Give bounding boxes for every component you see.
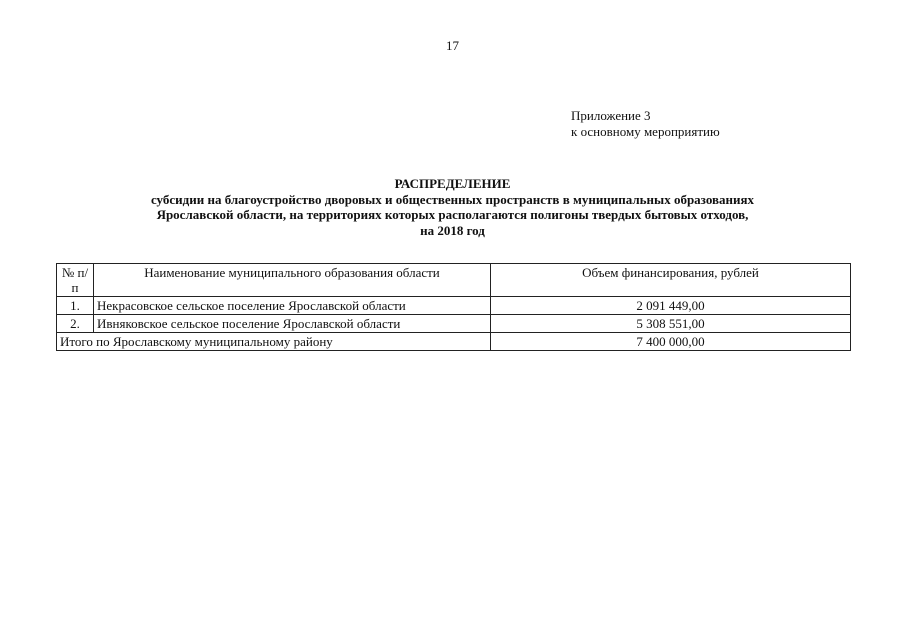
table-total-row (57, 333, 851, 351)
title-line-3: Ярославской области, на территориях которых располагаются полигоны твердых бытовых отходов, (156, 207, 749, 222)
row-num: 1. (57, 297, 94, 315)
title-line-4: на 2018 год (420, 222, 485, 238)
row-name: Ивняковское сельское поселение Ярославской области (94, 315, 491, 333)
total-label: Итого по Ярославскому муниципальному району (57, 333, 491, 351)
appendix-line-1: Приложение 3 (571, 108, 651, 123)
total-amount: 7 400 000,00 (491, 333, 851, 351)
document-title (40, 176, 865, 238)
header-amount: Объем финансирования, рублей (491, 264, 851, 297)
page-number: 17 (446, 38, 459, 53)
header-name: Наименование муниципального образования области (94, 264, 491, 297)
row-amount: 5 308 551,00 (491, 315, 851, 333)
row-amount: 2 091 449,00 (491, 297, 851, 315)
title-line-2: субсидии на благоустройство дворовых и общественных пространств в муниципальных образованиях (150, 191, 755, 207)
title-line-1: РАСПРЕДЕЛЕНИЕ (394, 176, 511, 191)
table-header-row (57, 264, 851, 297)
distribution-table (56, 263, 851, 351)
header-num: № п/п (57, 264, 94, 297)
appendix-note (571, 108, 720, 140)
row-num: 2. (57, 315, 94, 333)
row-name: Некрасовское сельское поселение Ярославской области (94, 297, 491, 315)
appendix-line-2: к основному мероприятию (571, 124, 720, 139)
table-row (57, 297, 851, 315)
table-row (57, 315, 851, 333)
